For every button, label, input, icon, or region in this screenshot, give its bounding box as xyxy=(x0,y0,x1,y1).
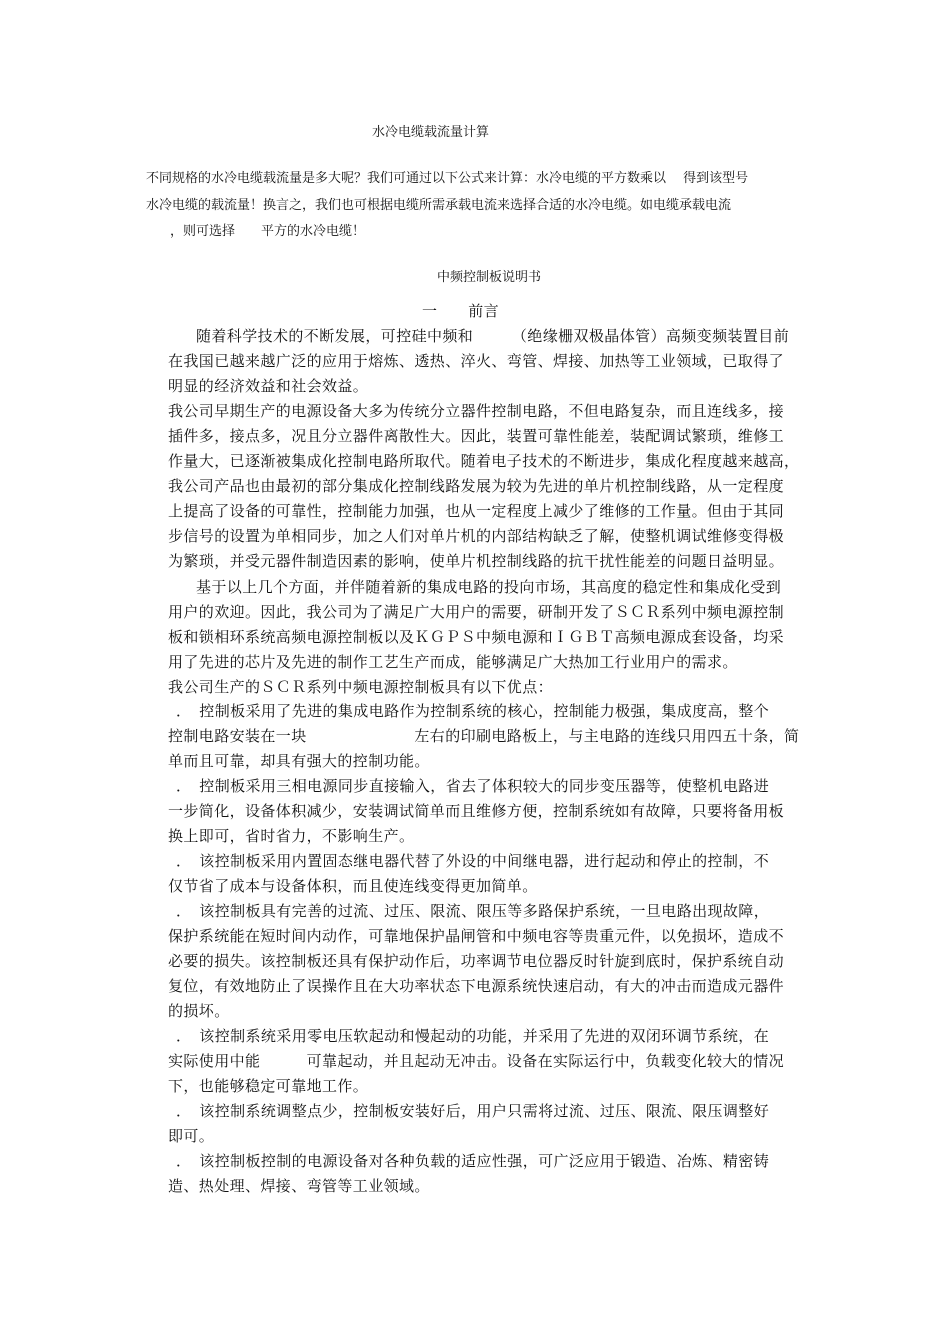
paragraph-line: 单而且可靠，却具有强大的控制功能。 xyxy=(168,752,430,770)
paragraph-line: 板和锁相环系统高频电源控制板以及ＫＧＰＳ中频电源和ＩＧＢＴ高频电源成套设备，均采 xyxy=(168,628,785,646)
doc1-line: 水冷电缆的载流量！换言之，我们也可根据电缆所需承载电流来选择合适的水冷电缆。如电缆承载电流 xyxy=(146,198,732,213)
doc1-title: 水冷电缆载流量计算 xyxy=(372,125,490,140)
paragraph-line: 一步简化，设备体积减少，安装调试简单而且维修方便，控制系统如有故障，只要将备用板 xyxy=(168,802,785,820)
list-item-line: ． 控制板采用三相电源同步直接输入，省去了体积较大的同步变压器等，使整机电路进 xyxy=(176,777,770,795)
paragraph-line: 明显的经济效益和社会效益。 xyxy=(168,377,369,395)
paragraph-line: 造、热处理、焊接、弯管等工业领域。 xyxy=(168,1177,430,1195)
paragraph-line: 用户的欢迎。因此，我公司为了满足广大用户的需要，研制开发了ＳＣＲ系列中频电源控制 xyxy=(168,603,785,621)
list-item-line: ． 控制板采用了先进的集成电路作为控制系统的核心，控制能力极强，集成度高，整个 xyxy=(176,702,770,720)
paragraph-line: 换上即可，省时省力，不影响生产。 xyxy=(168,827,415,845)
paragraph-line: 下，也能够稳定可靠地工作。 xyxy=(168,1077,369,1095)
paragraph-line: 为繁琐，并受元器件制造因素的影响，使单片机控制线路的抗干扰性能差的问题日益明显。 xyxy=(168,552,785,570)
doc1-line: ，则可选择 平方的水冷电缆！ xyxy=(170,224,366,239)
list-item-line: ． 该控制板控制的电源设备对各种负载的适应性强，可广泛应用于锻造、冶炼、精密铸 xyxy=(176,1152,770,1170)
doc2-title: 中频控制板说明书 xyxy=(437,270,542,285)
paragraph-line: 实际使用中能 可靠起动，并且起动无冲击。设备在实际运行中，负载变化较大的情况 xyxy=(168,1052,785,1070)
paragraph-line: 上提高了设备的可靠性，控制能力加强，也从一定程度上减少了维修的工作量。但由于其同 xyxy=(168,502,785,520)
paragraph-line: 控制电路安装在一块 左右的印刷电路板上，与主电路的连线只用四五十条，简 xyxy=(168,727,800,745)
doc1-line: 不同规格的水冷电缆载流量是多大呢？我们可通过以下公式来计算：水冷电缆的平方数乘以 得到该型号 xyxy=(146,171,749,186)
list-item-line: ． 该控制板具有完善的过流、过压、限流、限压等多路保护系统，一旦电路出现故障， xyxy=(176,902,770,920)
paragraph-line: 即可。 xyxy=(168,1127,215,1145)
paragraph-line: 的损坏。 xyxy=(168,1002,230,1020)
list-item-line: ． 该控制系统调整点少，控制板安装好后，用户只需将过流、过压、限流、限压调整好 xyxy=(176,1102,770,1120)
paragraph-line: 用了先进的芯片及先进的制作工艺生产而成，能够满足广大热加工行业用户的需求。 xyxy=(168,653,738,671)
paragraph-line: 必要的损失。该控制板还具有保护动作后，功率调节电位器反时针旋到底时，保护系统自动 xyxy=(168,952,785,970)
paragraph-line: 仅节省了成本与设备体积，而且使连线变得更加简单。 xyxy=(168,877,538,895)
paragraph-line: 保护系统能在短时间内动作，可靠地保护晶闸管和中频电容等贵重元件，以免损坏，造成不 xyxy=(168,927,785,945)
list-item-line: ． 该控制系统采用零电压软起动和慢起动的功能，并采用了先进的双闭环调节系统，在 xyxy=(176,1027,770,1045)
paragraph-line: 我公司生产的ＳＣＲ系列中频电源控制板具有以下优点： xyxy=(168,678,554,696)
list-item-line: ． 该控制板采用内置固态继电器代替了外设的中间继电器，进行起动和停止的控制，不 xyxy=(176,852,770,870)
paragraph-line: 复位，有效地防止了误操作且在大功率状态下电源系统快速启动，有大的冲击而造成元器件 xyxy=(168,977,785,995)
paragraph-line: 我公司早期生产的电源设备大多为传统分立器件控制电路，不但电路复杂，而且连线多，接 xyxy=(168,402,785,420)
paragraph-line: 步信号的设置为单相同步，加之人们对单片机的内部结构缺乏了解，使整机调试维修变得极 xyxy=(168,527,785,545)
paragraph-line: 我公司产品也由最初的部分集成化控制线路发展为较为先进的单片机控制线路，从一定程度 xyxy=(168,477,785,495)
paragraph-line: 作量大，已逐渐被集成化控制电路所取代。随着电子技术的不断进步，集成化程度越来越高， xyxy=(168,452,800,470)
section-heading: 一 前言 xyxy=(422,302,500,320)
paragraph-line: 在我国已越来越广泛的应用于熔炼、透热、淬火、弯管、焊接、加热等工业领域，已取得了 xyxy=(168,352,785,370)
paragraph-line: 随着科学技术的不断发展，可控硅中频和 （绝缘栅双极晶体管）高频变频装置目前 xyxy=(196,327,790,345)
paragraph-line: 基于以上几个方面，并伴随着新的集成电路的投向市场，其高度的稳定性和集成化受到 xyxy=(196,578,782,596)
paragraph-line: 插件多，接点多，况且分立器件离散性大。因此，装置可靠性能差，装配调试繁琐，维修工 xyxy=(168,427,785,445)
